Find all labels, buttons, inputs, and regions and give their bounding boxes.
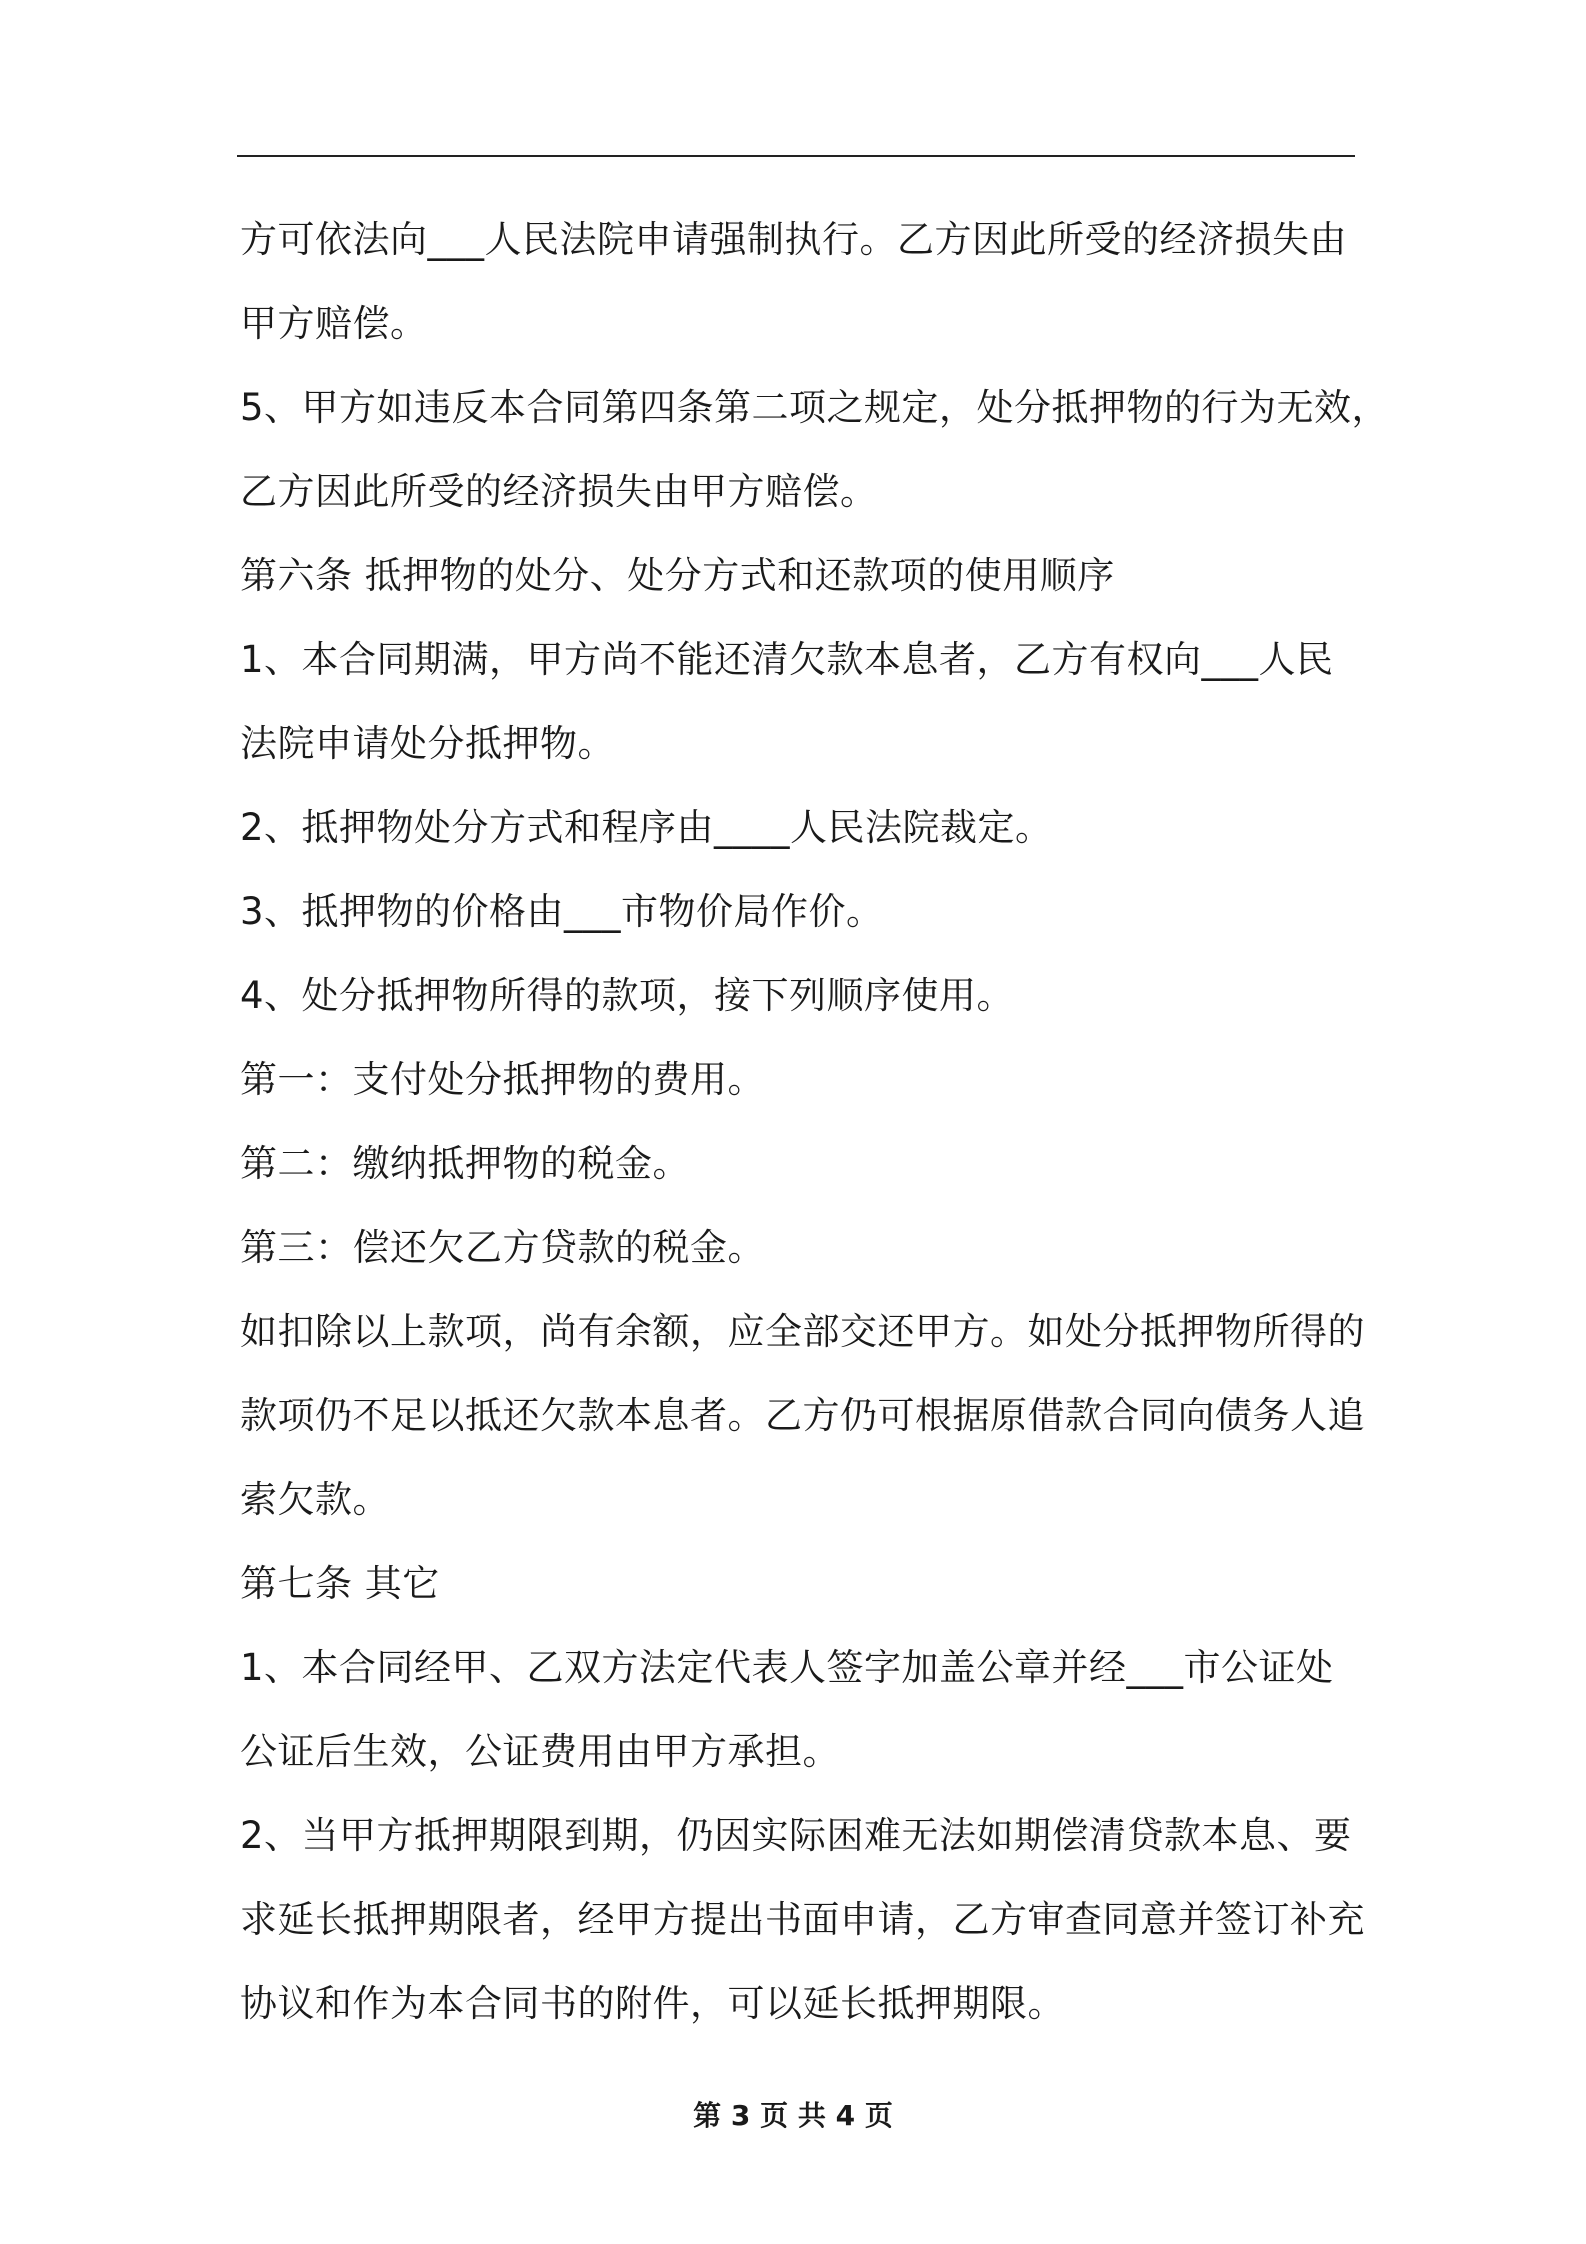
header-divider bbox=[237, 155, 1355, 157]
text-line: 甲方赔偿。 bbox=[240, 302, 428, 345]
order-second: 第二：缴纳抵押物的税金。 bbox=[240, 1142, 690, 1185]
text-line: 协议和作为本合同书的附件，可以延长抵押期限。 bbox=[240, 1982, 1065, 2025]
clause-item-3: 3、抵押物的价格由___市物价局作价。 bbox=[240, 890, 884, 933]
clause-item-1: 1、本合同经甲、乙双方法定代表人签字加盖公章并经___市公证处 bbox=[240, 1646, 1334, 1689]
clause-item-4: 4、处分抵押物所得的款项，接下列顺序使用。 bbox=[240, 974, 1015, 1017]
text-line: 如扣除以上款项，尚有余额，应全部交还甲方。如处分抵押物所得的 bbox=[240, 1310, 1365, 1353]
text-line: 乙方因此所受的经济损失由甲方赔偿。 bbox=[240, 470, 878, 513]
text-line: 款项仍不足以抵还欠款本息者。乙方仍可根据原借款合同向债务人追 bbox=[240, 1394, 1365, 1437]
text-line: 公证后生效，公证费用由甲方承担。 bbox=[240, 1730, 840, 1773]
article-7-heading: 第七条 其它 bbox=[240, 1562, 440, 1605]
document-body bbox=[240, 198, 1390, 2046]
article-6-heading: 第六条 抵押物的处分、处分方式和还款项的使用顺序 bbox=[240, 554, 1115, 597]
page-number: 第 3 页 共 4 页 bbox=[693, 2099, 893, 2132]
order-first: 第一：支付处分抵押物的费用。 bbox=[240, 1058, 765, 1101]
text-line: 索欠款。 bbox=[240, 1478, 390, 1521]
clause-item-5: 5、甲方如违反本合同第四条第二项之规定，处分抵押物的行为无效， bbox=[240, 386, 1390, 429]
clause-item-2: 2、抵押物处分方式和程序由____人民法院裁定。 bbox=[240, 806, 1053, 849]
clause-item-1: 1、本合同期满，甲方尚不能还清欠款本息者，乙方有权向___人民 bbox=[240, 638, 1334, 681]
order-third: 第三：偿还欠乙方贷款的税金。 bbox=[240, 1226, 765, 1269]
text-line: 求延长抵押期限者，经甲方提出书面申请，乙方审查同意并签订补充 bbox=[240, 1898, 1365, 1941]
text-line: 方可依法向___人民法院申请强制执行。乙方因此所受的经济损失由 bbox=[240, 218, 1347, 261]
clause-item-2: 2、当甲方抵押期限到期，仍因实际困难无法如期偿清贷款本息、要 bbox=[240, 1814, 1352, 1857]
text-line: 法院申请处分抵押物。 bbox=[240, 722, 615, 765]
